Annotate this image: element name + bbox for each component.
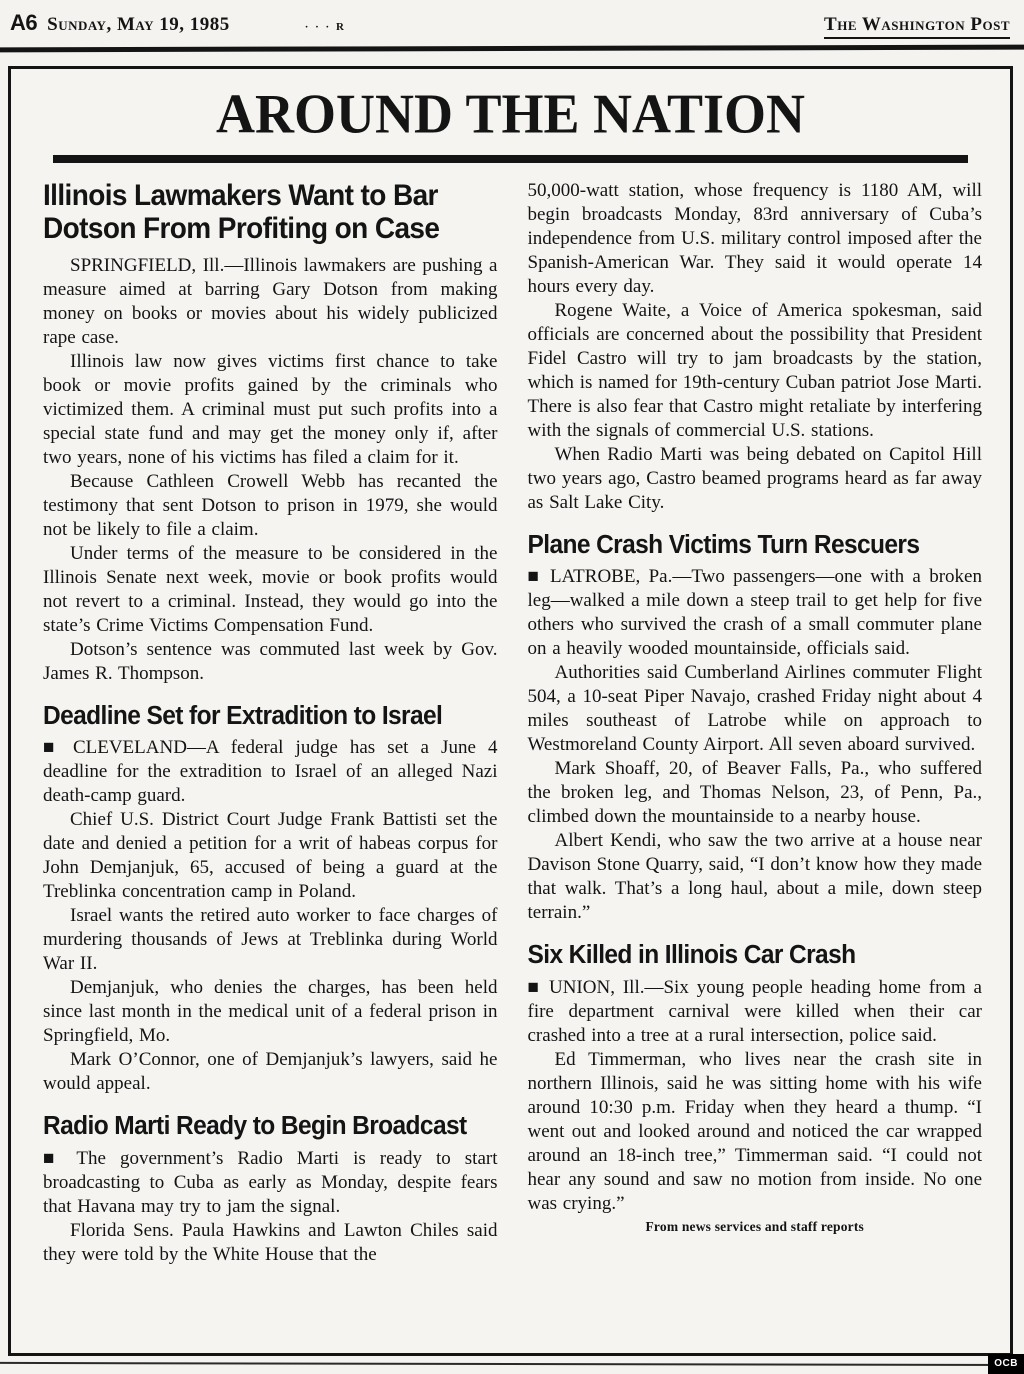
story-paragraph: Rogene Waite, a Voice of America spokesman, said officials are concerned about the possibility that President Fidel Castro will try to jam broadcasts by the station, which is named for 19th-century Cuban patriot Jose Marti. There is also fear that Castro might retaliate by interfering with the signals of commercial U.S. stations.	[527, 300, 982, 441]
story-paragraph: Florida Sens. Paula Hawkins and Lawton Chiles said they were told by the White House that the	[43, 1219, 498, 1265]
page-header	[10, 10, 1010, 39]
story-paragraph: ■ UNION, Ill.—Six young people heading home from a fire department carnival were killed when their car crashed into a tree at a rural intersection, police said.	[527, 976, 982, 1046]
story-paragraph: Albert Kendi, who saw the two arrive at a house near Davison Stone Quarry, said, “I don’t know how they made that walk. That’s a long haul, about a mile, down steep terrain.”	[527, 830, 982, 924]
columns	[11, 163, 1010, 1267]
story-plane-crash	[528, 531, 983, 925]
credit-line: From news services and staff reports	[645, 1218, 865, 1234]
title-rule	[53, 155, 968, 163]
story-dotson	[43, 179, 498, 686]
story-headline: Deadline Set for Extradition to Israel	[43, 701, 443, 731]
story-extradition	[43, 702, 498, 1096]
story-paragraph: Chief U.S. District Court Judge Frank Battisti set the date and denied a petition for a writ of habeas corpus for John Demjanjuk, 65, accused of being a guard at the Treblinka concentration camp in Poland.	[43, 809, 498, 903]
section-title: AROUND THE NATION	[215, 82, 806, 146]
story-paragraph: Dotson’s sentence was commuted last week by Gov. James R. Thompson.	[43, 638, 498, 684]
story-paragraph: Ed Timmerman, who lives near the crash site in northern Illinois, said he was sitting home with his wife around 10:30 p.m. Friday when they heard a thump. “I went out and looked around and noticed the car wrapped around an 18-inch tree,” Timmerman said. “I could not hear any sound and saw no motion from inside. No one was crying.”	[527, 1048, 982, 1214]
story-paragraph: ■ LATROBE, Pa.—Two passengers—one with a broken leg—walked a mile down a steep trail to get help for five others who survived the crash of a small commuter plane on a heavily wooded mountainside, officials said.	[527, 566, 982, 660]
story-radio-marti	[43, 1112, 498, 1266]
story-paragraph: Demjanjuk, who denies the charges, has been held since last month in the medical unit of a federal prison in Springfield, Mo.	[43, 977, 498, 1047]
story-paragraph: Israel wants the retired auto worker to face charges of murdering thousands of Jews at Treblinka during World War II.	[43, 905, 498, 975]
story-radio-marti-continued	[528, 179, 983, 515]
page-number: A6	[10, 10, 38, 35]
story-paragraph: SPRINGFIELD, Ill.—Illinois lawmakers are pushing a measure aimed at barring Gary Dotson from making money on books or movies about his widely publicized rape case.	[43, 254, 498, 348]
story-paragraph: Mark O’Connor, one of Demjanjuk’s lawyers, said he would appeal.	[43, 1049, 498, 1095]
story-car-crash	[528, 941, 983, 1234]
story-paragraph: Because Cathleen Crowell Webb has recanted the testimony that sent Dotson to prison in 1979, she would not be likely to file a claim.	[43, 470, 498, 540]
page-frame	[8, 66, 1013, 1356]
bottom-rule	[0, 1362, 1024, 1366]
watermark-badge: OCB	[988, 1354, 1024, 1374]
story-paragraph: ■ CLEVELAND—A federal judge has set a June 4 deadline for the extradition to Israel of an alleged Nazi death-camp guard.	[43, 737, 498, 807]
story-headline: Plane Crash Victims Turn Rescuers	[527, 531, 920, 560]
header-rule	[0, 45, 1024, 53]
story-headline: Six Killed in Illinois Car Crash	[527, 941, 856, 970]
story-paragraph: Under terms of the measure to be considered in the Illinois Senate next week, movie or book profits would not revert to a criminal. Instead, they would go into the state’s Crime Victims Compensation Fund.	[43, 542, 498, 636]
left-column	[43, 179, 498, 1267]
story-headline: Illinois Lawmakers Want to Bar Dotson From Profiting on Case	[43, 179, 440, 245]
story-paragraph: 50,000-watt station, whose frequency is 1180 AM, will begin broadcasts Monday, 83rd anniversary of Cuba’s independence from U.S. military control imposed after the Spanish-American War. They said it would operate 14 hours every day.	[527, 180, 982, 297]
story-paragraph: Mark Shoaff, 20, of Beaver Falls, Pa., who suffered the broken leg, and Thomas Nelson, 23, of Penn, Pa., climbed down the mountainside to a nearby house.	[527, 758, 982, 828]
story-paragraph: When Radio Marti was being debated on Capitol Hill two years ago, Castro beamed programs heard as far away as Salt Lake City.	[527, 444, 982, 513]
edition-mark: · · · R	[304, 21, 346, 33]
story-paragraph: Authorities said Cumberland Airlines commuter Flight 504, a 10-seat Piper Navajo, crashed Friday night about 4 miles southeast of Latrobe while on approach to Westmoreland County Airport. All seven aboard survived.	[527, 662, 982, 756]
masthead: The Washington Post	[824, 14, 1010, 39]
story-headline: Radio Marti Ready to Begin Broadcast	[43, 1112, 467, 1141]
right-column	[528, 179, 983, 1267]
page-date: Sunday, May 19, 1985	[47, 14, 230, 35]
story-paragraph: Illinois law now gives victims first chance to take book or movie profits gained by the criminals who victimized them. A criminal must put such profits into a special state fund and may get the money only if, after two years, none of his victims has filed a claim for it.	[43, 350, 498, 468]
story-paragraph: ■ The government’s Radio Marti is ready to start broadcasting to Cuba as early as Monday, despite fears that Havana may try to jam the signal.	[43, 1147, 498, 1217]
